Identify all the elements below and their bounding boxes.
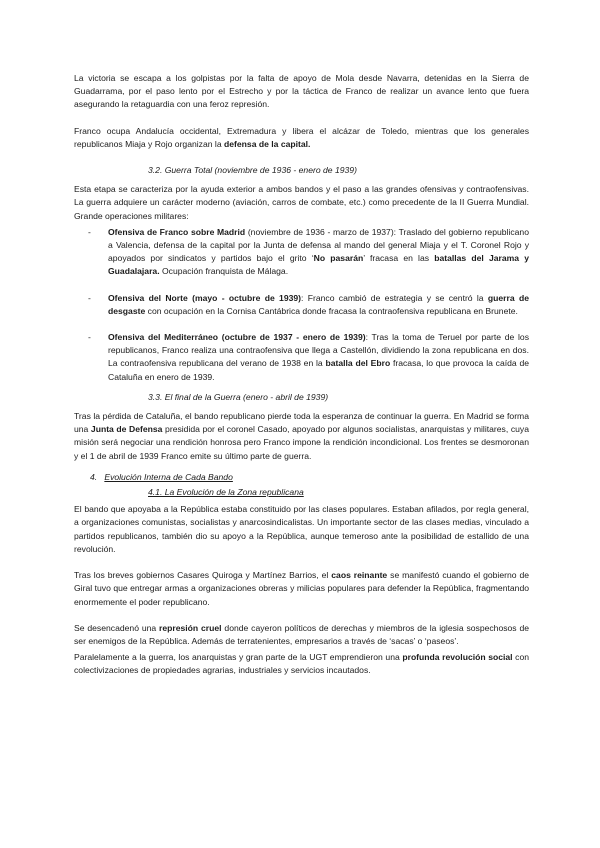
- paragraph-bando-republica: El bando que apoyaba a la República estaba constituido por las clases populares. Estaban afilados, por regla general, a organizaciones comunistas, socialistas y anarcosindicalistas. Un importante sector de las clases medias, vinculado a partidos republicanos, también dio su apoyo a la República, aunque temeroso ante la posibilidad de estallido de una revolución.: [74, 504, 529, 554]
- list-item: - Ofensiva del Norte (mayo - octubre de 1939): Franco cambió de estrategia y se centró la guerra de desgaste con ocupación en la Cornisa Cantábrica donde fracasa la contraofensiva republicana en Brunete.: [88, 292, 529, 316]
- list-dash: -: [88, 292, 91, 303]
- paragraph-caos-reinante: Tras los breves gobiernos Casares Quiroga y Martínez Barrios, el caos reinante se manifestó cuando el gobierno de Giral tuvo que entregar armas a organizaciones obreras y milicias populares para defender la República, fragmentando enormemente el poder republicano.: [74, 570, 529, 607]
- paragraph-franco-andalucia: Franco ocupa Andalucía occidental, Extremadura y libera el alcázar de Toledo, mientras que los generales republicanos Miaja y Rojo organizan la defensa de la capital.: [74, 125, 529, 149]
- heading-guerra-total: 3.2. Guerra Total (noviembre de 1936 - enero de 1939): [148, 165, 357, 176]
- list-dash: -: [88, 332, 91, 343]
- heading-final-guerra: 3.3. El final de la Guerra (enero - abril de 1939): [148, 391, 329, 402]
- paragraph-revolucion-social: Paralelamente a la guerra, los anarquistas y gran parte de la UGT emprendieron una profunda revolución social con colectivizaciones de propiedades agrarias, industriales y servicios incautados.: [74, 652, 529, 676]
- paragraph-represion: Se desencadenó una represión cruel donde cayeron políticos de derechas y miembros de la iglesia sospechosos de ser enemigos de la República. Además de terratenientes, empresarios a través de ‘sacas’ o ‘paseos’.: [74, 622, 530, 646]
- list-item: - Ofensiva del Mediterráneo (octubre de 1937 - enero de 1939): Tras la toma de Teruel por parte de los republicanos, Franco realiza una contraofensiva que llega a Castellón, dividiendo la zona republicana en dos. La contraofensiva republicana del verano de 1938 en la batalla del Ebro fracasa, lo que provoca la caída de Cataluña en enero de 1939.: [88, 332, 529, 382]
- paragraph-perdida-cataluna: Tras la pérdida de Cataluña, el bando republicano pierde toda la esperanza de continuar la guerra. En Madrid se forma una Junta de Defensa presidida por el coronel Casado, apoyado por algunos socialistas, anarquistas y militares, cuya misión será negociar una rendición honrosa pero Franco impone la rendición incondicional. Los frentes se desmoronan y el 1 de abril de 1939 Franco emite su último parte de guerra.: [74, 411, 529, 461]
- list-dash: -: [88, 226, 91, 237]
- heading-zona-republicana: 4.1. La Evolución de la Zona republicana: [148, 487, 304, 498]
- list-item: - Ofensiva de Franco sobre Madrid (noviembre de 1936 - marzo de 1937): Traslado del gobierno republicano a Valencia, defensa de la capital por la Junta de defensa al mando del general Miaja y el T. Coronel Rojo y apoyados por sindicatos y partidos bajo el grito ‘No pasarán’ fracasa en las batallas del Jarama y Guadalajara. Ocupación franquista de Málaga.: [88, 226, 529, 277]
- paragraph-victoria: La victoria se escapa a los golpistas por la falta de apoyo de Mola desde Navarra, detenidas en la Sierra de Guadarrama, por el paso lento por el Estrecho y por la táctica de Franco de realizar un avance lento que fuera asegurando la retaguardia con una feroz represión.: [74, 73, 529, 110]
- heading-evolucion-interna: 4. Evolución Interna de Cada Bando: [90, 471, 233, 482]
- paragraph-etapa: Esta etapa se caracteriza por la ayuda exterior a ambos bandos y el paso a las grandes ofensivas y contraofensivas. La guerra adquiere un carácter moderno (aviación, carros de combate, etc.) como precedente de la II Guerra Mundial. Grande operaciones militares:: [74, 184, 529, 221]
- document-body: [74, 72, 529, 678]
- offensives-list: [74, 226, 529, 384]
